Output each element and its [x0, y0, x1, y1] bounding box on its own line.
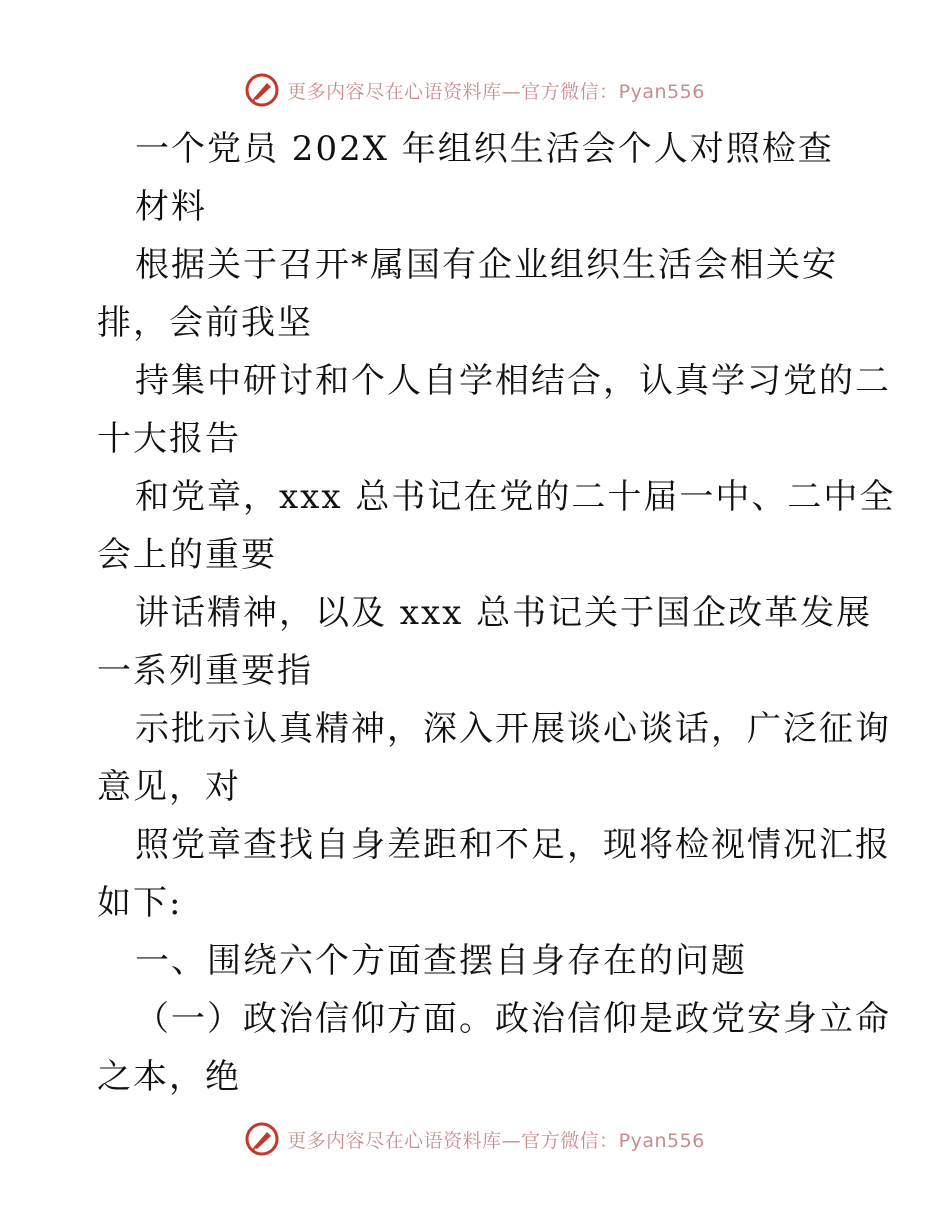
document-body [97, 120, 896, 1106]
pen-nib-circle-icon [245, 1122, 279, 1156]
text-line: 一系列重要指 [97, 651, 313, 691]
text-line: 一个党员 202X 年组织生活会个人对照检查 [135, 129, 834, 169]
text-line: 讲话精神，以及 xxx 总书记关于国企改革发展 [135, 593, 873, 633]
text-line: 会上的重要 [97, 535, 277, 575]
header-watermark [0, 70, 950, 110]
text-line: （一）政治信仰方面。政治信仰是政党安身立命 [135, 999, 891, 1039]
text-line: 和党章，xxx 总书记在党的二十届一中、二中全 [135, 477, 896, 517]
footer-watermark [0, 1119, 950, 1159]
text-line: 一、围绕六个方面查摆自身存在的问题 [135, 941, 747, 981]
text-line: 材料 [135, 187, 207, 227]
text-line: 排，会前我坚 [97, 303, 313, 343]
text-line: 如下: [97, 883, 183, 923]
text-line: 持集中研讨和个人自学相结合，认真学习党的二 [135, 361, 891, 401]
text-line: 意见，对 [97, 767, 241, 807]
text-line: 示批示认真精神，深入开展谈心谈话，广泛征询 [135, 709, 891, 749]
watermark-text: 更多内容尽在心语资料库—官方微信：Pyan556 [287, 1129, 705, 1152]
text-line: 照党章查找自身差距和不足，现将检视情况汇报 [135, 825, 891, 865]
text-line: 十大报告 [97, 419, 241, 459]
text-line: 根据关于召开*属国有企业组织生活会相关安 [135, 245, 838, 285]
pen-nib-circle-icon [245, 73, 279, 107]
text-line: 之本，绝 [97, 1057, 241, 1097]
watermark-text: 更多内容尽在心语资料库—官方微信：Pyan556 [287, 80, 705, 103]
